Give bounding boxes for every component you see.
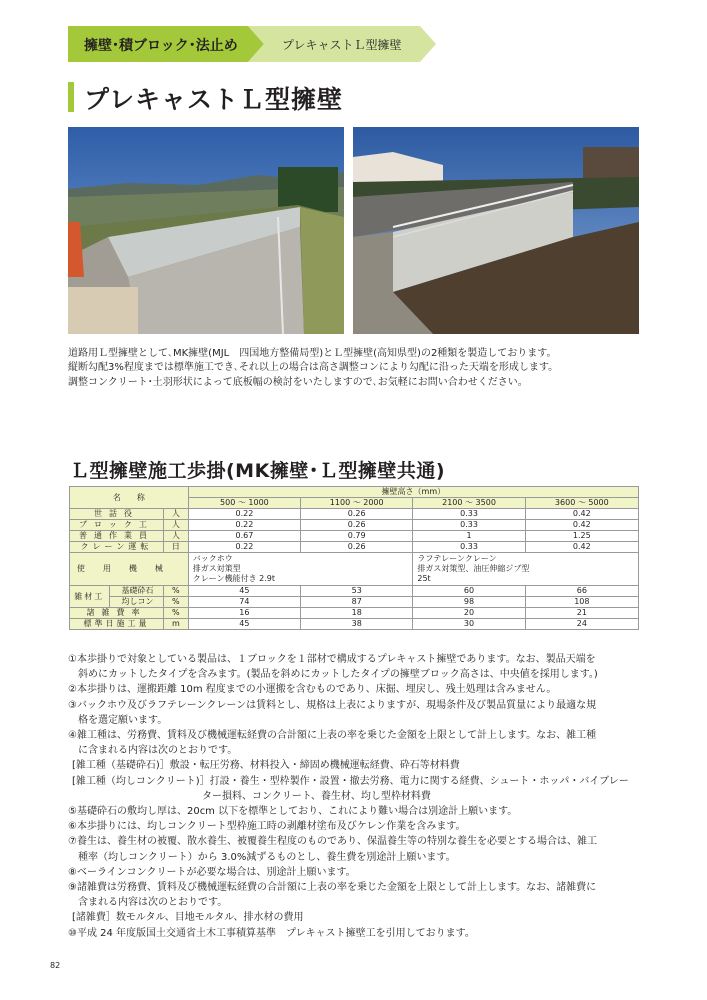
table-cell: 66 [525, 586, 638, 597]
header-category: 擁壁･積ブロック･法止め [84, 38, 238, 54]
note-line: に含まれる内容は次のとおりです。 [78, 745, 238, 757]
note-line: ⑦養生は、養生材の被覆、散水養生、被覆養生程度のものであり、保温養生等の特別な養生を必要とする場合は、雑工 [68, 836, 597, 848]
height-header: 擁壁高さ（mm） [188, 487, 638, 498]
table-row [70, 520, 639, 531]
row-label: 世話役 [70, 509, 164, 520]
table-cell: 0.22 [188, 509, 300, 520]
machine-right [413, 553, 639, 586]
table-cell: 45 [188, 586, 300, 597]
note-line: ⑤基礎砕石の敷均し厚は、20cm 以下を標準としており、これにより難い場合は別途計上願います。 [68, 806, 518, 818]
range-header: 2100 ～ 3500 [413, 498, 525, 509]
note-line: ④雑工種は、労務費、賃料及び機械運転経費の合計額に上表の率を乗じた金額を上限として計上します。なお、雑工種 [68, 730, 597, 742]
table-cell: 0.67 [188, 531, 300, 542]
table-cell: 0.42 [525, 509, 638, 520]
row-label: 普通作業員 [70, 531, 164, 542]
table-cell: 98 [413, 597, 525, 608]
table-cell: 0.22 [188, 520, 300, 531]
note-line: ⑩平成 24 年度版国土交通省土木工事積算基準 プレキャスト擁壁工を引用しております。 [68, 927, 475, 939]
table-cell: 20 [413, 608, 525, 619]
row-label: 諸雑費率 [70, 608, 164, 619]
note-line: ター損料、コンクリート、養生材、均し型枠材料費 [72, 790, 431, 802]
construction-rate-table [69, 486, 639, 630]
note-line: [雑工種（均しコンクリート)］打設・養生・型枠製作・設置・撤去労務、電力に関する経費、シュート・ホッパ・バイブレー [72, 775, 629, 787]
note-line: [諸雑費］数モルタル、目地モルタル、排水材の費用 [72, 912, 304, 924]
note-line: 格を選定願います。 [78, 714, 168, 726]
row-label: クレーン運転 [70, 542, 164, 553]
table-cell: 16 [188, 608, 300, 619]
table-row [70, 542, 639, 553]
table-cell: 53 [301, 586, 413, 597]
machine-left [188, 553, 413, 586]
table-cell: 108 [525, 597, 638, 608]
description-line: 縦断勾配3%程度までは標準施工でき､それ以上の場合は高さ調整コンにより勾配に沿った天端を形成します。 [68, 362, 559, 374]
photo-retaining-wall-2 [353, 127, 639, 334]
note-line: ⑨諸雑費は労務費、賃料及び機械運転経費の合計額に上表の率を乗じた金額を上限として計上します。なお、諸雑費に [68, 882, 597, 894]
notes [68, 652, 658, 941]
row-label: ブロック工 [70, 520, 164, 531]
row-unit: 日 [163, 542, 188, 553]
table-cell: 0.22 [188, 542, 300, 553]
photo-retaining-wall-1 [68, 127, 344, 334]
section-title: Ｌ型擁壁施工歩掛(MK擁壁･Ｌ型擁壁共通) [70, 460, 445, 482]
table-cell: 1 [413, 531, 525, 542]
machine-text: クレーン機能付き 2.9t [192, 574, 275, 583]
machine-label: 使用機械 [70, 553, 189, 586]
row-label: 標準日施工量 [70, 619, 164, 630]
row-unit: % [163, 608, 188, 619]
table-row [70, 619, 639, 630]
row-unit: 人 [163, 520, 188, 531]
table-row [70, 597, 639, 608]
table-cell: 1.25 [525, 531, 638, 542]
table-cell: 0.33 [413, 509, 525, 520]
row-unit: 人 [163, 509, 188, 520]
note-line: ①本歩掛りで対象としている製品は、１ブロックを１部材で構成するプレキャスト擁壁であります。なお、製品天端を [68, 654, 596, 665]
note-line: 種率（均しコンクリート）から 3.0%減ずるものとし、養生費を別途計上願います。 [78, 851, 456, 863]
table-row-machine [70, 553, 639, 586]
table-cell: 0.26 [301, 520, 413, 531]
row-label: 均しコン [109, 597, 163, 608]
description-line: 道路用Ｌ型擁壁として､MK擁壁(MJL 四国地方整備局型)とＬ型擁壁(高知県型)の2種類を製造しております。 [68, 348, 557, 359]
table-cell: 0.42 [525, 542, 638, 553]
description [68, 347, 648, 390]
row-unit: % [163, 597, 188, 608]
note-line: ⑧ベーラインコンクリートが必要な場合は、別途計上願います。 [68, 866, 356, 878]
header-ribbon [68, 26, 440, 62]
table-cell: 18 [301, 608, 413, 619]
range-header: 3600 ～ 5000 [525, 498, 638, 509]
table-cell: 24 [525, 619, 638, 630]
table-row [70, 531, 639, 542]
note-line: ③バックホウ及びラフテレーンクレーンは賃料とし、規格は上表によりますが、現場条件及び製品質量により最適な規 [68, 699, 597, 711]
table-cell: 30 [413, 619, 525, 630]
note-line: [雑工種（基礎砕石)］敷設・転圧労務、材料投入・締固め機械運転経費、砕石等材料費 [72, 760, 460, 772]
table-row [70, 586, 639, 597]
table-cell: 45 [188, 619, 300, 630]
row-label: 基礎砕石 [109, 586, 163, 597]
row-unit: % [163, 586, 188, 597]
machine-text: バックホウ [192, 554, 233, 563]
note-line: 含まれる内容は次のとおりです。 [78, 897, 228, 909]
table-cell: 74 [188, 597, 300, 608]
note-line: 斜めにカットしたタイプを含みます。(製品を斜めにカットしたタイプの擁壁ブロック高さは、中央値を採用します。) [78, 669, 598, 681]
range-header: 500 ～ 1000 [188, 498, 300, 509]
table-cell: 0.33 [413, 542, 525, 553]
table-cell: 38 [301, 619, 413, 630]
note-line: ②本歩掛りは、運搬距離 10m 程度までの小運搬を含むものであり、床掘、埋戻し、残土処理は含みません。 [68, 684, 557, 696]
header-subcategory: プレキャストＬ型擁壁 [282, 38, 402, 52]
row-unit: m [163, 619, 188, 630]
name-header: 名 称 [70, 487, 189, 509]
page-number: 82 [50, 961, 61, 970]
range-header: 1100 ～ 2000 [301, 498, 413, 509]
note-line: ⑥本歩掛りには、均しコンクリート型枠施工時の剥離材塗布及びケレン作業を含みます。 [68, 821, 466, 833]
table-row [70, 509, 639, 520]
misc-label: 雑材工 [70, 586, 110, 608]
table-cell: 21 [525, 608, 638, 619]
machine-text: 25t [417, 574, 431, 583]
table-cell: 0.26 [301, 542, 413, 553]
row-unit: 人 [163, 531, 188, 542]
table-cell: 87 [301, 597, 413, 608]
machine-text: 排ガス対策型 [192, 564, 241, 573]
table-cell: 60 [413, 586, 525, 597]
table-row [70, 608, 639, 619]
table-cell: 0.42 [525, 520, 638, 531]
machine-text: ラフテレーンクレーン [417, 554, 497, 563]
page-title: プレキャストＬ型擁壁 [84, 85, 344, 114]
description-line: 調整コンクリート･土羽形状によって底板幅の検討をいたしますので､お気軽にお問い合わせください。 [68, 376, 528, 388]
title-accent-bar [68, 82, 74, 112]
table-cell: 0.26 [301, 509, 413, 520]
table-cell: 0.79 [301, 531, 413, 542]
table-cell: 0.33 [413, 520, 525, 531]
machine-text: 排ガス対策型、油圧伸縮ジブ型 [417, 564, 530, 573]
